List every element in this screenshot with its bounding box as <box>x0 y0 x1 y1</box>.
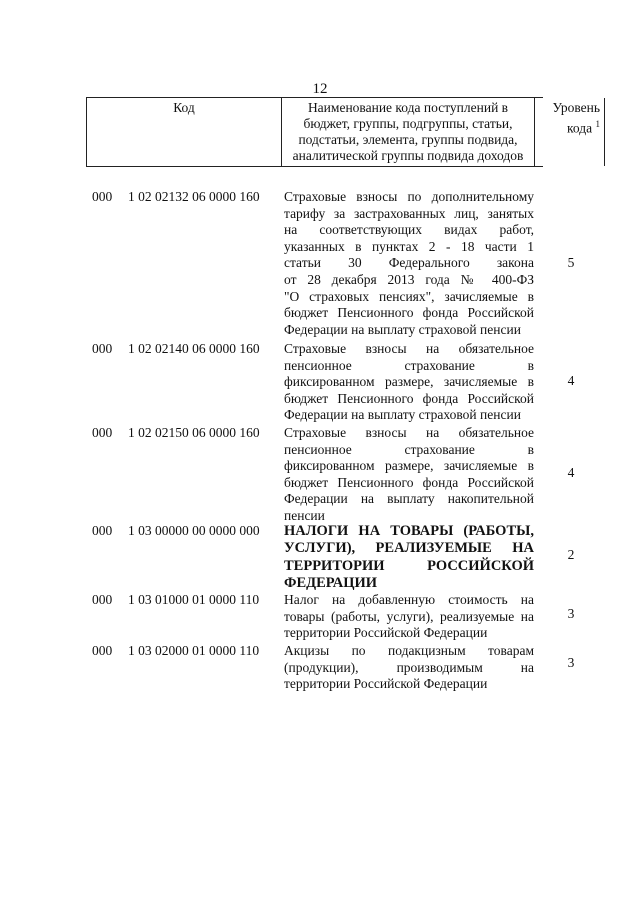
header-name-line: аналитической группы подвида доходов <box>292 148 524 163</box>
row-description-line: ФЕДЕРАЦИИ <box>284 575 378 592</box>
row-description-line: УСЛУГИ), РЕАЛИЗУЕМЫЕ НА <box>284 540 534 557</box>
row-description-line: статьи 30 Федерального закона <box>284 255 534 271</box>
row-description-line: пенсионное страхование в <box>284 357 534 373</box>
header-code: Код <box>86 98 281 166</box>
row-code: 1 03 02000 01 0000 110 <box>128 643 260 658</box>
row-code: 1 02 02140 06 0000 160 <box>128 341 260 356</box>
row-description-line: от 28 декабря 2013 года № 400-ФЗ <box>284 271 534 287</box>
row-description-line: бюджет Пенсионного фонда Российской <box>284 390 534 406</box>
row-description-line: фиксированном размере, зачисляемые в <box>284 374 534 390</box>
row-description-line: на соответствующих видах работ, <box>284 222 534 238</box>
header-name-line: подстатьи, элемента, группы подвида, <box>298 132 518 147</box>
row-prefix: 000 <box>92 341 113 356</box>
row-description-line: Страховые взносы по дополнительному <box>284 189 534 204</box>
header-name-line: бюджет, группы, подгруппы, статьи, <box>303 116 513 131</box>
page-number: 12 <box>312 81 328 97</box>
header-level-line1: Уровень <box>552 100 600 115</box>
row-description-line: Налог на добавленную стоимость на <box>284 592 534 607</box>
row-prefix: 000 <box>92 425 113 440</box>
row-description-line: территории Российской Федерации <box>284 676 488 692</box>
header-name-line: Наименование кода поступлений в <box>307 100 509 115</box>
row-prefix: 000 <box>92 189 113 204</box>
row-level: 5 <box>567 255 575 270</box>
row-prefix: 000 <box>92 592 113 607</box>
row-description-line: пенсии <box>284 507 325 523</box>
header-level-text: кода <box>567 120 593 136</box>
row-level: 2 <box>567 547 575 562</box>
row-description-line: фиксированном размере, зачисляемые в <box>284 458 534 474</box>
row-level: 4 <box>567 373 575 388</box>
row-description <box>284 592 534 642</box>
row-prefix: 000 <box>92 643 113 658</box>
row-description-line: Акцизы по подакцизным товарам <box>284 643 534 658</box>
row-description-line: пенсионное страхование в <box>284 441 534 457</box>
row-description <box>284 425 534 525</box>
row-code: 1 02 02132 06 0000 160 <box>128 189 260 204</box>
row-description-line: "О страховых пенсиях", зачисляемые в <box>284 288 534 304</box>
row-description-line: Страховые взносы на обязательное <box>284 425 534 440</box>
row-description-line: указанных в пунктах 2 - 18 части 1 <box>284 238 534 254</box>
row-description-line: (продукции), производимым на <box>284 659 534 675</box>
row-level: 3 <box>567 606 575 621</box>
row-description-line: бюджет Пенсионного фонда Российской <box>284 305 534 321</box>
row-level: 3 <box>567 655 575 670</box>
row-description-line: Страховые взносы на обязательное <box>284 341 534 356</box>
row-description-line: Федерации на выплату накопительной <box>284 491 534 507</box>
row-description <box>284 341 534 424</box>
row-description-line: территории Российской Федерации <box>284 625 488 641</box>
row-description-line: тарифу за застрахованных лиц, занятых <box>284 205 534 221</box>
header-level-footnote: 1 <box>595 119 600 129</box>
row-description-line: ТЕРРИТОРИИ РОССИЙСКОЙ <box>284 557 534 574</box>
row-description <box>284 643 534 693</box>
row-description-line: Федерации на выплату страховой пенсии <box>284 321 521 337</box>
row-description-line: НАЛОГИ НА ТОВАРЫ (РАБОТЫ, <box>284 523 534 539</box>
row-description-line: бюджет Пенсионного фонда Российской <box>284 474 534 490</box>
row-level: 4 <box>567 465 575 480</box>
row-code: 1 03 01000 01 0000 110 <box>128 592 260 607</box>
row-description-line: Федерации на выплату страховой пенсии <box>284 407 521 423</box>
row-description <box>284 523 534 593</box>
row-description-line: товары (работы, услуги), реализуемые на <box>284 608 534 624</box>
row-description <box>284 189 534 338</box>
row-code: 1 03 00000 00 0000 000 <box>128 523 260 538</box>
row-code: 1 02 02150 06 0000 160 <box>128 425 260 440</box>
row-prefix: 000 <box>92 523 113 538</box>
